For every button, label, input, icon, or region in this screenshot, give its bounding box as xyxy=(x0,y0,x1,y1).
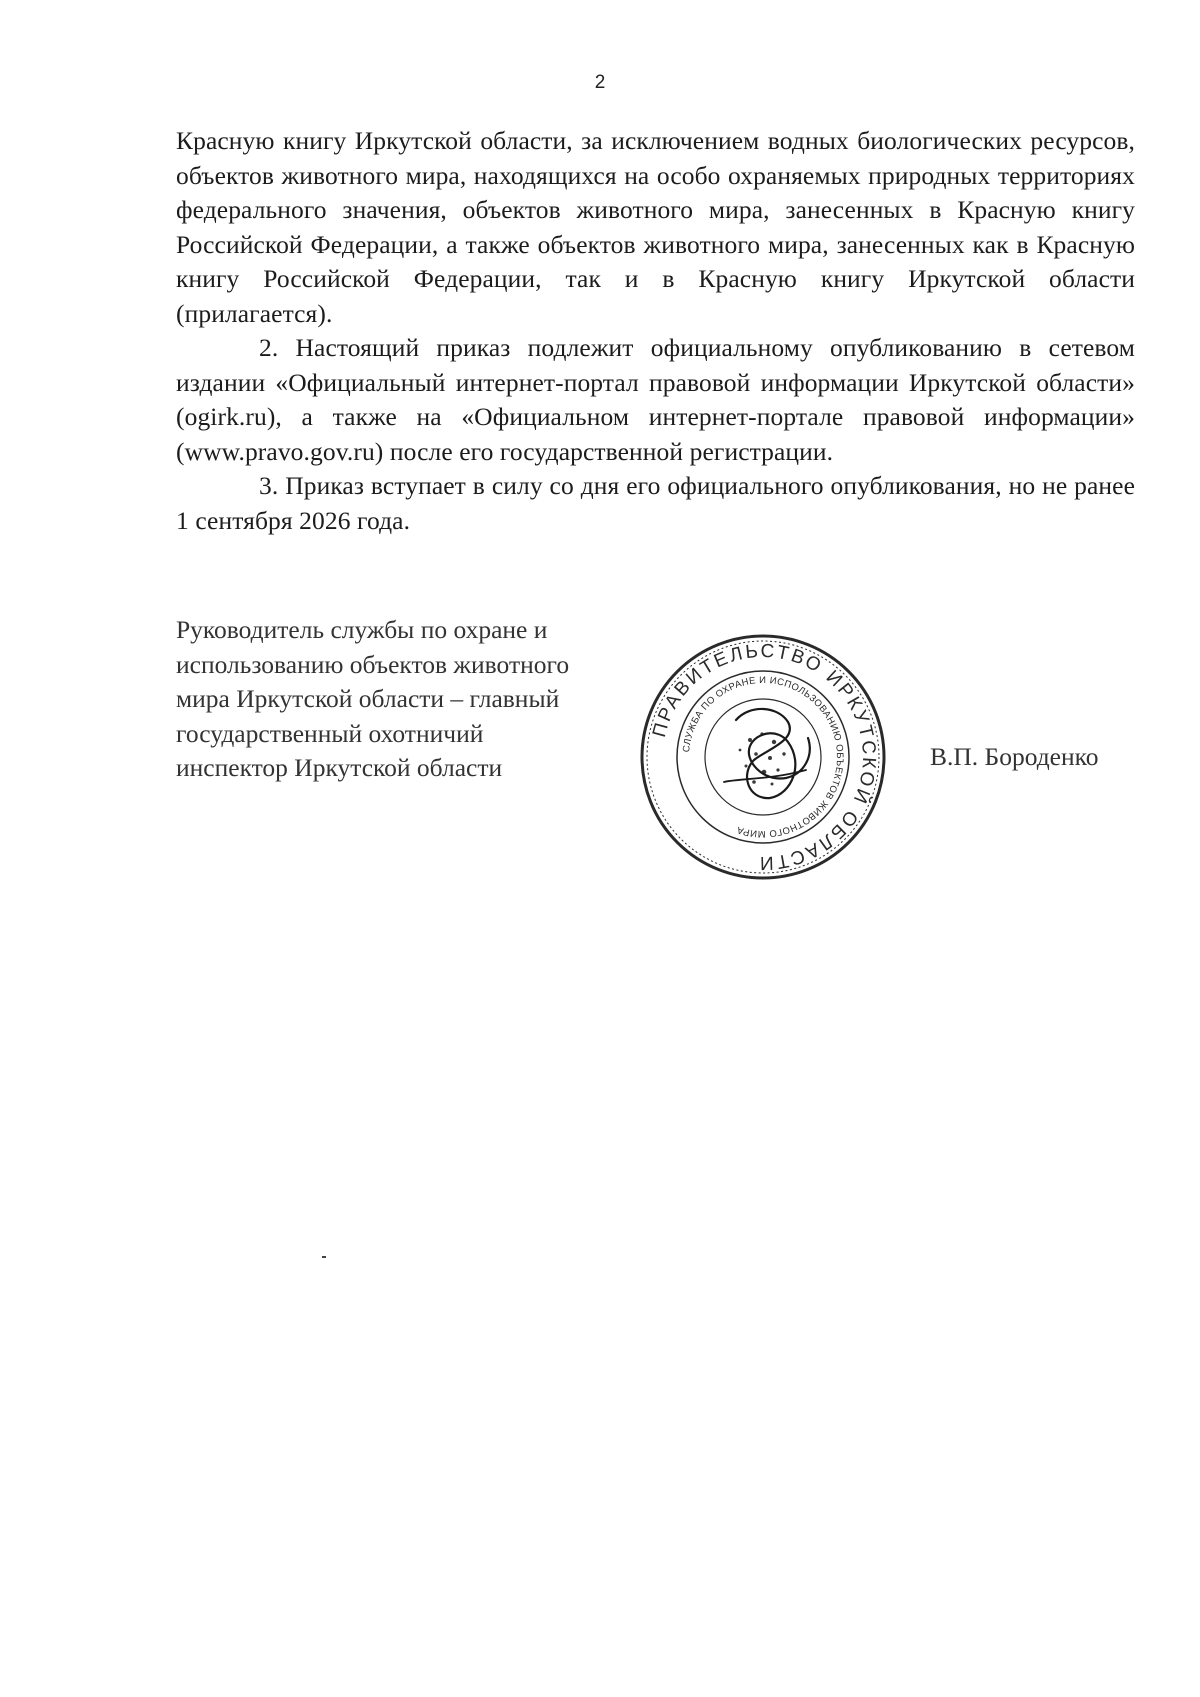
signer-name: В.П. Бороденко xyxy=(930,742,1099,771)
paragraph-publication: 2. Настоящий приказ подлежит официальному опубликованию в сетевом издании «Официальный интернет-портал правовой информации Иркутской области» (ogirk.ru), а также на «Официальном интернет-портале правовой информации» (www.pravo.gov.ru) после его государственной регистрации. xyxy=(176,333,1135,466)
official-seal xyxy=(638,632,888,882)
signatory-position xyxy=(176,613,636,786)
seal-outer-text: ПРАВИТЕЛЬСТВО ИРКУТСКОЙ ОБЛАСТИ xyxy=(649,640,880,874)
scan-mark xyxy=(322,1256,326,1258)
paragraph-continuation: Красную книгу Иркутской области, за исключением водных биологических ресурсов, объектов животного мира, находящихся на особо охраняемых природных территориях федерального значения, объектов животного мира, занесенных в Красную книгу Российской Федерации, а также объектов животного мира, занесенных как в Красную книгу Российской Федерации, так и в Красную книгу Иркутской области (прилагается). xyxy=(176,126,1135,328)
seal-inner-text: СЛУЖБА ПО ОХРАНЕ И ИСПОЛЬЗОВАНИЮ ОБЪЕКТОВ ЖИВОТНОГО МИРА xyxy=(681,674,846,840)
position-line: использованию объектов животного xyxy=(176,649,570,679)
position-line: инспектор Иркутской области xyxy=(176,753,503,782)
seal-outer-ring xyxy=(642,636,884,878)
page-number: 2 xyxy=(594,72,606,93)
position-line: мира Иркутской области – главный xyxy=(176,684,560,713)
position-line: Руководитель службы по охране и xyxy=(176,615,548,644)
document-body xyxy=(176,124,1135,538)
seal-middle-ring xyxy=(677,671,849,843)
position-line: государственный охотничий xyxy=(176,718,484,748)
paragraph-effective-date: 3. Приказ вступает в силу со дня его официального опубликования, но не ранее 1 сентября 2026 года. xyxy=(176,471,1135,535)
